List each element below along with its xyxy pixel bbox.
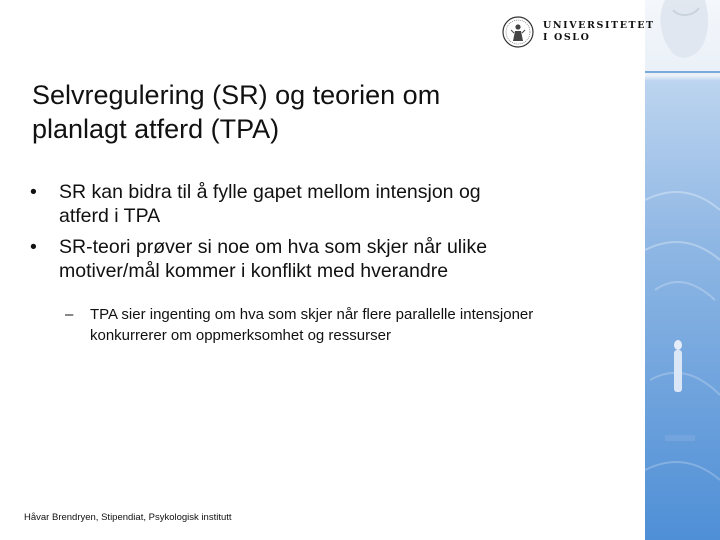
- slide-title-line2: planlagt atferd (TPA): [32, 114, 280, 144]
- bullet-text-line1: SR-teori prøver si noe om hva som skjer når ulike: [59, 236, 488, 258]
- university-name-line2: I OSLO: [543, 32, 591, 43]
- side-band-artwork: [645, 0, 720, 540]
- sub-bullet-text-line1: TPA sier ingenting om hva som skjer når flere parallelle intensjoner: [90, 306, 534, 323]
- university-seal-icon: [502, 16, 534, 48]
- sub-bullet-marker: –: [65, 306, 74, 323]
- slide-title-line1: Selvregulering (SR) og teorien om: [32, 80, 441, 110]
- sub-bullet-list: [65, 304, 635, 346]
- bullet-text-line2: motiver/mål kommer i konflikt med hverandre: [59, 260, 449, 282]
- slide-title: [32, 78, 632, 146]
- university-logo: [502, 14, 655, 50]
- bullet-marker: •: [30, 181, 37, 203]
- decorative-side-band: [645, 0, 720, 540]
- bullet-item: [30, 235, 630, 283]
- bullet-text-line2: atferd i TPA: [59, 205, 161, 227]
- sub-bullet-text-line2: konkurrerer om oppmerksomhet og ressurser: [90, 327, 391, 344]
- university-name: [543, 20, 655, 44]
- university-name-line1: UNIVERSITETET: [543, 20, 655, 31]
- bullet-marker: •: [30, 236, 37, 258]
- bullet-item: [30, 180, 630, 228]
- sub-bullet-item: [65, 304, 635, 346]
- footer-text: Håvar Brendryen, Stipendiat, Psykologisk institutt: [24, 512, 232, 523]
- bullet-text-line1: SR kan bidra til å fylle gapet mellom intensjon og: [59, 181, 481, 203]
- bullet-list: [30, 180, 630, 290]
